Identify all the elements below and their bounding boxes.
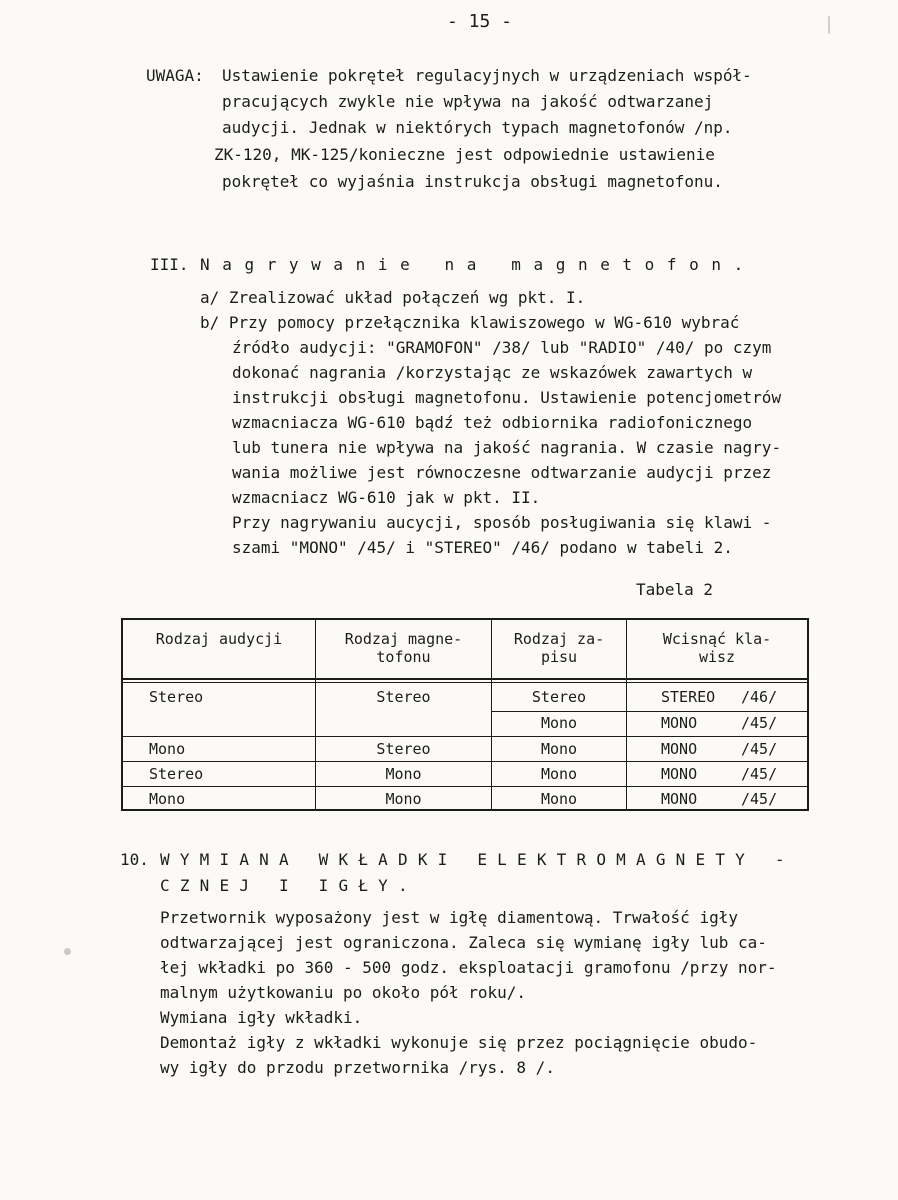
- table-cell: MONO: [661, 714, 698, 732]
- paragraph-line: instrukcji obsługi magnetofonu. Ustawienie potencjometrów: [232, 388, 782, 407]
- paragraph-line: wy igły do przodu przetwornika /rys. 8 /.: [160, 1058, 555, 1077]
- paragraph-line: Demontaż igły z wkładki wykonuje się przez pociągnięcie obudo-: [160, 1033, 758, 1052]
- scan-speck: [828, 16, 830, 34]
- table-cell: Mono: [385, 790, 422, 808]
- table-cell: Mono: [540, 790, 578, 808]
- section-number: 10.: [120, 850, 149, 869]
- table-cell: Mono: [385, 765, 422, 783]
- table-cell: Stereo: [376, 688, 431, 706]
- table-cell: /45/: [741, 790, 778, 808]
- table-cell: MONO: [661, 790, 698, 808]
- paragraph-line: dokonać nagrania /korzystając ze wskazówek zawartych w: [232, 363, 753, 382]
- table-cell: Stereo: [149, 765, 204, 783]
- note-line: Ustawienie pokręteł regulacyjnych w urządzeniach współ-: [222, 66, 752, 85]
- paragraph-line: szami "MONO" /45/ i "STEREO" /46/ podano w tabeli 2.: [232, 538, 733, 557]
- list-item: a/ Zrealizować układ połączeń wg pkt. I.: [200, 288, 586, 307]
- table-cell: /46/: [741, 688, 778, 706]
- note-label: UWAGA:: [146, 66, 204, 85]
- list-item: b/ Przy pomocy przełącznika klawiszowego w WG-610 wybrać: [200, 313, 740, 332]
- paragraph-line: malnym użytkowaniu po około pół roku/.: [160, 983, 527, 1002]
- paragraph-line: źródło audycji: "GRAMOFON" /38/ lub "RADIO" /40/ po czym: [232, 338, 772, 357]
- note-line: audycji. Jednak w niektórych typach magnetofonów /np.: [222, 118, 733, 137]
- paragraph-line: wzmacniacza WG-610 bądź też odbiornika radiofonicznego: [232, 413, 753, 432]
- table-2: [121, 618, 809, 811]
- table-cell: /45/: [741, 740, 778, 758]
- section-number: III.: [150, 255, 189, 274]
- paragraph-line: wania możliwe jest równoczesne odtwarzanie audycji przez: [232, 463, 772, 482]
- table-cell: Stereo: [376, 740, 431, 758]
- paragraph-line: łej wkładki po 360 - 500 godz. eksploatacji gramofonu /przy nor-: [160, 958, 777, 977]
- note-line: ZK-120, MK-125/konieczne jest odpowiednie ustawienie: [214, 145, 715, 164]
- table-header: Rodzaj audycji: [155, 630, 283, 648]
- table-cell: Mono: [149, 740, 186, 758]
- note-line: pokręteł co wyjaśnia instrukcja obsługi magnetofonu.: [222, 172, 723, 191]
- paragraph-line: Wymiana igły wkładki.: [160, 1008, 363, 1027]
- table-cell: Mono: [149, 790, 186, 808]
- paragraph-line: Przy nagrywaniu aucycji, sposób posługiwania się klawi -: [232, 513, 772, 532]
- section-title: Nagrywanie na magnetofon.: [200, 255, 756, 274]
- table-cell: Stereo: [149, 688, 204, 706]
- table-header: Rodzaj za- pisu: [513, 630, 605, 666]
- section-title: WYMIANA WKŁADKI ELEKTROMAGNETY -: [160, 850, 795, 869]
- table-header: Rodzaj magne- tofonu: [344, 630, 463, 666]
- table-cell: /45/: [741, 765, 778, 783]
- table-cell: Mono: [540, 740, 578, 758]
- table-cell: MONO: [661, 765, 698, 783]
- paragraph-line: Przetwornik wyposażony jest w igłę diamentową. Trwałość igły: [160, 908, 738, 927]
- paragraph-line: odtwarzającej jest ograniczona. Zaleca się wymianę igły lub ca-: [160, 933, 767, 952]
- table-cell: /45/: [741, 714, 778, 732]
- table-cell: Mono: [540, 765, 578, 783]
- section-title: CZNEJ I IGŁY.: [160, 876, 418, 895]
- scan-speck: [64, 948, 71, 955]
- table-header: Wcisnąć kla- wisz: [662, 630, 772, 666]
- paragraph-line: lub tunera nie wpływa na jakość nagrania. W czasie nagry-: [232, 438, 782, 457]
- note-line: pracujących zwykle nie wpływa na jakość odtwarzanej: [222, 92, 714, 111]
- table-caption: Tabela 2: [636, 580, 714, 599]
- table-cell: Stereo: [531, 688, 587, 706]
- table-cell: MONO: [661, 740, 698, 758]
- table-cell: STEREO: [661, 688, 716, 706]
- page-number: - 15 -: [447, 11, 513, 32]
- paragraph-line: wzmacniacz WG-610 jak w pkt. II.: [232, 488, 541, 507]
- table-cell: Mono: [540, 714, 578, 732]
